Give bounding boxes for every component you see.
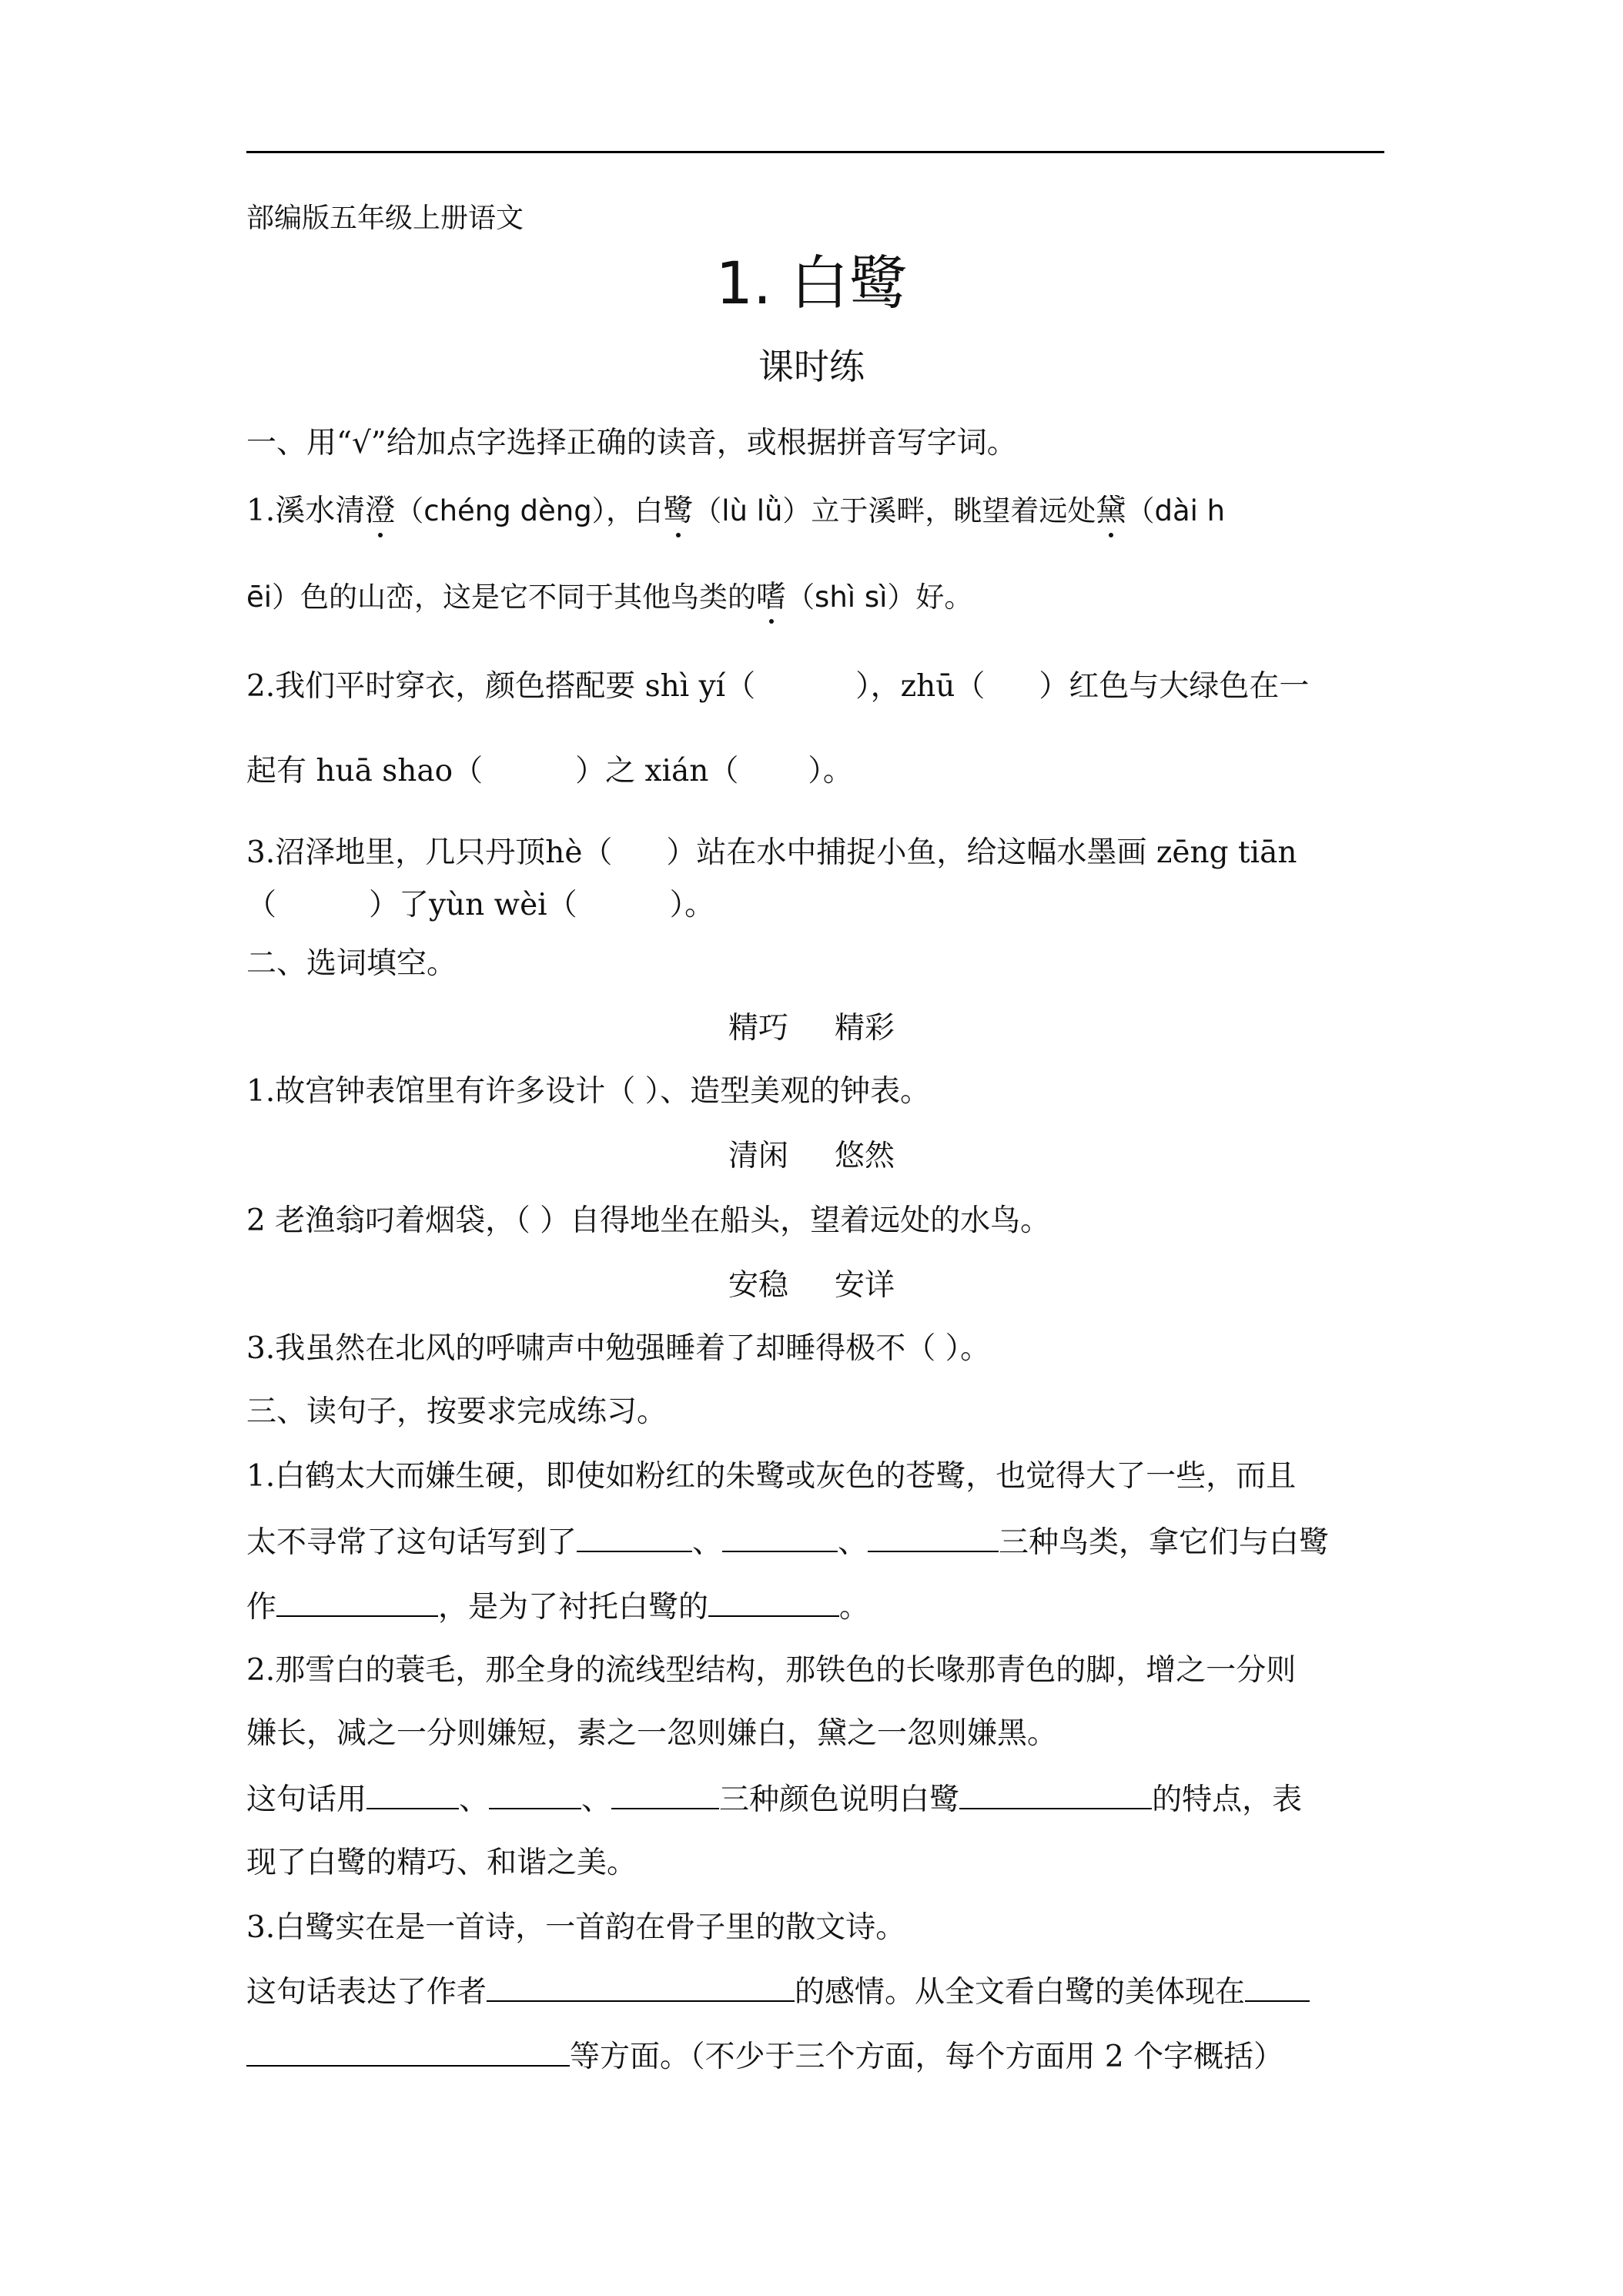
- top-rule: [246, 151, 1384, 153]
- answer-blank[interactable]: [487, 1971, 795, 2002]
- text-segment: 三种颜色说明白鹭: [719, 1782, 960, 1817]
- text-segment: ）之 xián（: [575, 754, 739, 788]
- text-segment: 。: [839, 1590, 870, 1625]
- answer-blank[interactable]: [246, 2036, 570, 2067]
- section2-heading: 二、选词填空。: [246, 946, 457, 981]
- word-options-2: [0, 1136, 1623, 1176]
- text-segment: 起有 huā shao（: [246, 754, 484, 788]
- word-option: 安稳: [728, 1268, 788, 1303]
- section3-q3-line2: [246, 1971, 1384, 2013]
- text-segment: 2.我们平时穿衣，颜色搭配要 shì yí（: [246, 669, 756, 704]
- answer-blank[interactable]: [959, 1779, 1152, 1809]
- section3-q2-line3: [246, 1779, 1384, 1820]
- word-options-1: [0, 1009, 1623, 1049]
- text-segment: 的特点，表: [1152, 1782, 1303, 1817]
- section1-q1-line1: [246, 491, 1384, 531]
- answer-blank[interactable]: [708, 1586, 839, 1617]
- text-segment: （dài h: [1126, 494, 1226, 527]
- word-option: 精彩: [835, 1011, 895, 1046]
- text-segment: （shì sì）好。: [786, 581, 973, 614]
- text-segment: 3.沼泽地里，几只丹顶hè（: [246, 835, 613, 870]
- separator: 、: [838, 1525, 868, 1560]
- text-segment: 这句话表达了作者: [246, 1975, 487, 2010]
- word-option: 精巧: [728, 1011, 788, 1046]
- section1-q3-line1: [246, 833, 1384, 873]
- page-title: 1. 白鹭: [715, 249, 908, 317]
- section1-q3-line2: [246, 885, 1384, 925]
- text-segment: ēi）色的山峦，这是它不同于其他鸟类的: [246, 581, 757, 614]
- section2-q3: 3.我虽然在北风的呼啸声中勉强睡着了却睡得极不（ ）。: [246, 1331, 991, 1366]
- answer-blank[interactable]: [366, 1779, 459, 1809]
- word-option: 安详: [835, 1268, 895, 1303]
- word-option: 悠然: [835, 1139, 895, 1173]
- answer-blank[interactable]: [577, 1521, 692, 1552]
- section3-q3-line1: 3.白鹭实在是一首诗，一首韵在骨子里的散文诗。: [246, 1910, 906, 1945]
- section1-q1-line2: [246, 577, 1384, 618]
- section3-q2-line1: 2.那雪白的蓑毛，那全身的流线型结构，那铁色的长喙那青色的脚，增之一分则: [246, 1653, 1297, 1688]
- page-subtitle: 课时练: [758, 346, 865, 387]
- section3-q2-line2: 嫌长，减之一分则嫌短，素之一忽则嫌白，黛之一忽则嫌黑。: [246, 1716, 1058, 1751]
- section3-q2-line4: 现了白鹭的精巧、和谐之美。: [246, 1846, 637, 1880]
- text-segment: 作: [246, 1590, 277, 1625]
- word-option: 清闲: [728, 1139, 788, 1173]
- text-segment: ，是为了衬托白鹭的: [438, 1590, 709, 1625]
- answer-blank[interactable]: [1245, 1971, 1310, 2002]
- section1-heading: 一、用“√”给加点字选择正确的读音，或根据拼音写字词。: [246, 426, 1017, 460]
- section3-q1-line1: 1.白鹤太大而嫌生硬，即使如粉红的朱鹭或灰色的苍鹭，也觉得大了一些，而且: [246, 1459, 1297, 1494]
- text-segment: （lù lǜ）立于溪畔，眺望着远处: [693, 494, 1096, 527]
- text-segment: 等方面。（不少于三个方面，每个方面用 2 个字概括）: [570, 2040, 1284, 2074]
- text-segment: 的感情。从全文看白鹭的美体现在: [795, 1975, 1246, 2010]
- text-segment: 1.溪水清: [246, 494, 366, 528]
- section3-heading: 三、读句子，按要求完成练习。: [246, 1394, 668, 1429]
- separator: 、: [692, 1525, 723, 1560]
- text-segment: ）红色与大绿色在一: [1039, 669, 1310, 704]
- section3-q3-line3: [246, 2036, 1384, 2077]
- section3-q1-line2: [246, 1521, 1384, 1563]
- dotted-char: 鹭: [663, 491, 693, 531]
- text-segment: 三种鸟类，拿它们与白鹭: [999, 1525, 1330, 1560]
- word-options-3: [0, 1266, 1623, 1306]
- dotted-char: 澄: [365, 491, 395, 531]
- text-segment: ）了yùn wèi（: [369, 888, 577, 922]
- text-segment: ），zhū（: [855, 669, 986, 704]
- answer-blank[interactable]: [489, 1779, 581, 1809]
- separator: 、: [581, 1782, 612, 1817]
- section2-q2: 2 老渔翁叼着烟袋，（ ）自得地坐在船头，望着远处的水鸟。: [246, 1203, 1051, 1238]
- text-segment: ）。: [669, 888, 715, 922]
- section1-q2-line1: [246, 667, 1384, 707]
- book-label: 部编版五年级上册语文: [246, 202, 524, 234]
- text-segment: （: [246, 888, 277, 922]
- text-segment: （chéng dèng），白: [395, 494, 664, 527]
- answer-blank[interactable]: [722, 1521, 838, 1552]
- answer-blank[interactable]: [276, 1586, 438, 1617]
- answer-blank[interactable]: [611, 1779, 719, 1809]
- text-segment: ）。: [808, 754, 853, 788]
- dotted-char: 嗜: [756, 577, 786, 618]
- text-segment: ）站在水中捕捉小鱼，给这幅水墨画 zēng tiān: [666, 835, 1297, 870]
- text-segment: 太不寻常了这句话写到了: [246, 1525, 577, 1560]
- section1-q2-line2: [246, 751, 1384, 792]
- dotted-char: 黛: [1096, 491, 1126, 531]
- section3-q1-line3: [246, 1586, 1384, 1628]
- answer-blank[interactable]: [868, 1521, 999, 1552]
- text-segment: 这句话用: [246, 1782, 367, 1817]
- separator: 、: [459, 1782, 490, 1817]
- section2-q1: 1.故宫钟表馆里有许多设计（ ）、造型美观的钟表。: [246, 1074, 931, 1109]
